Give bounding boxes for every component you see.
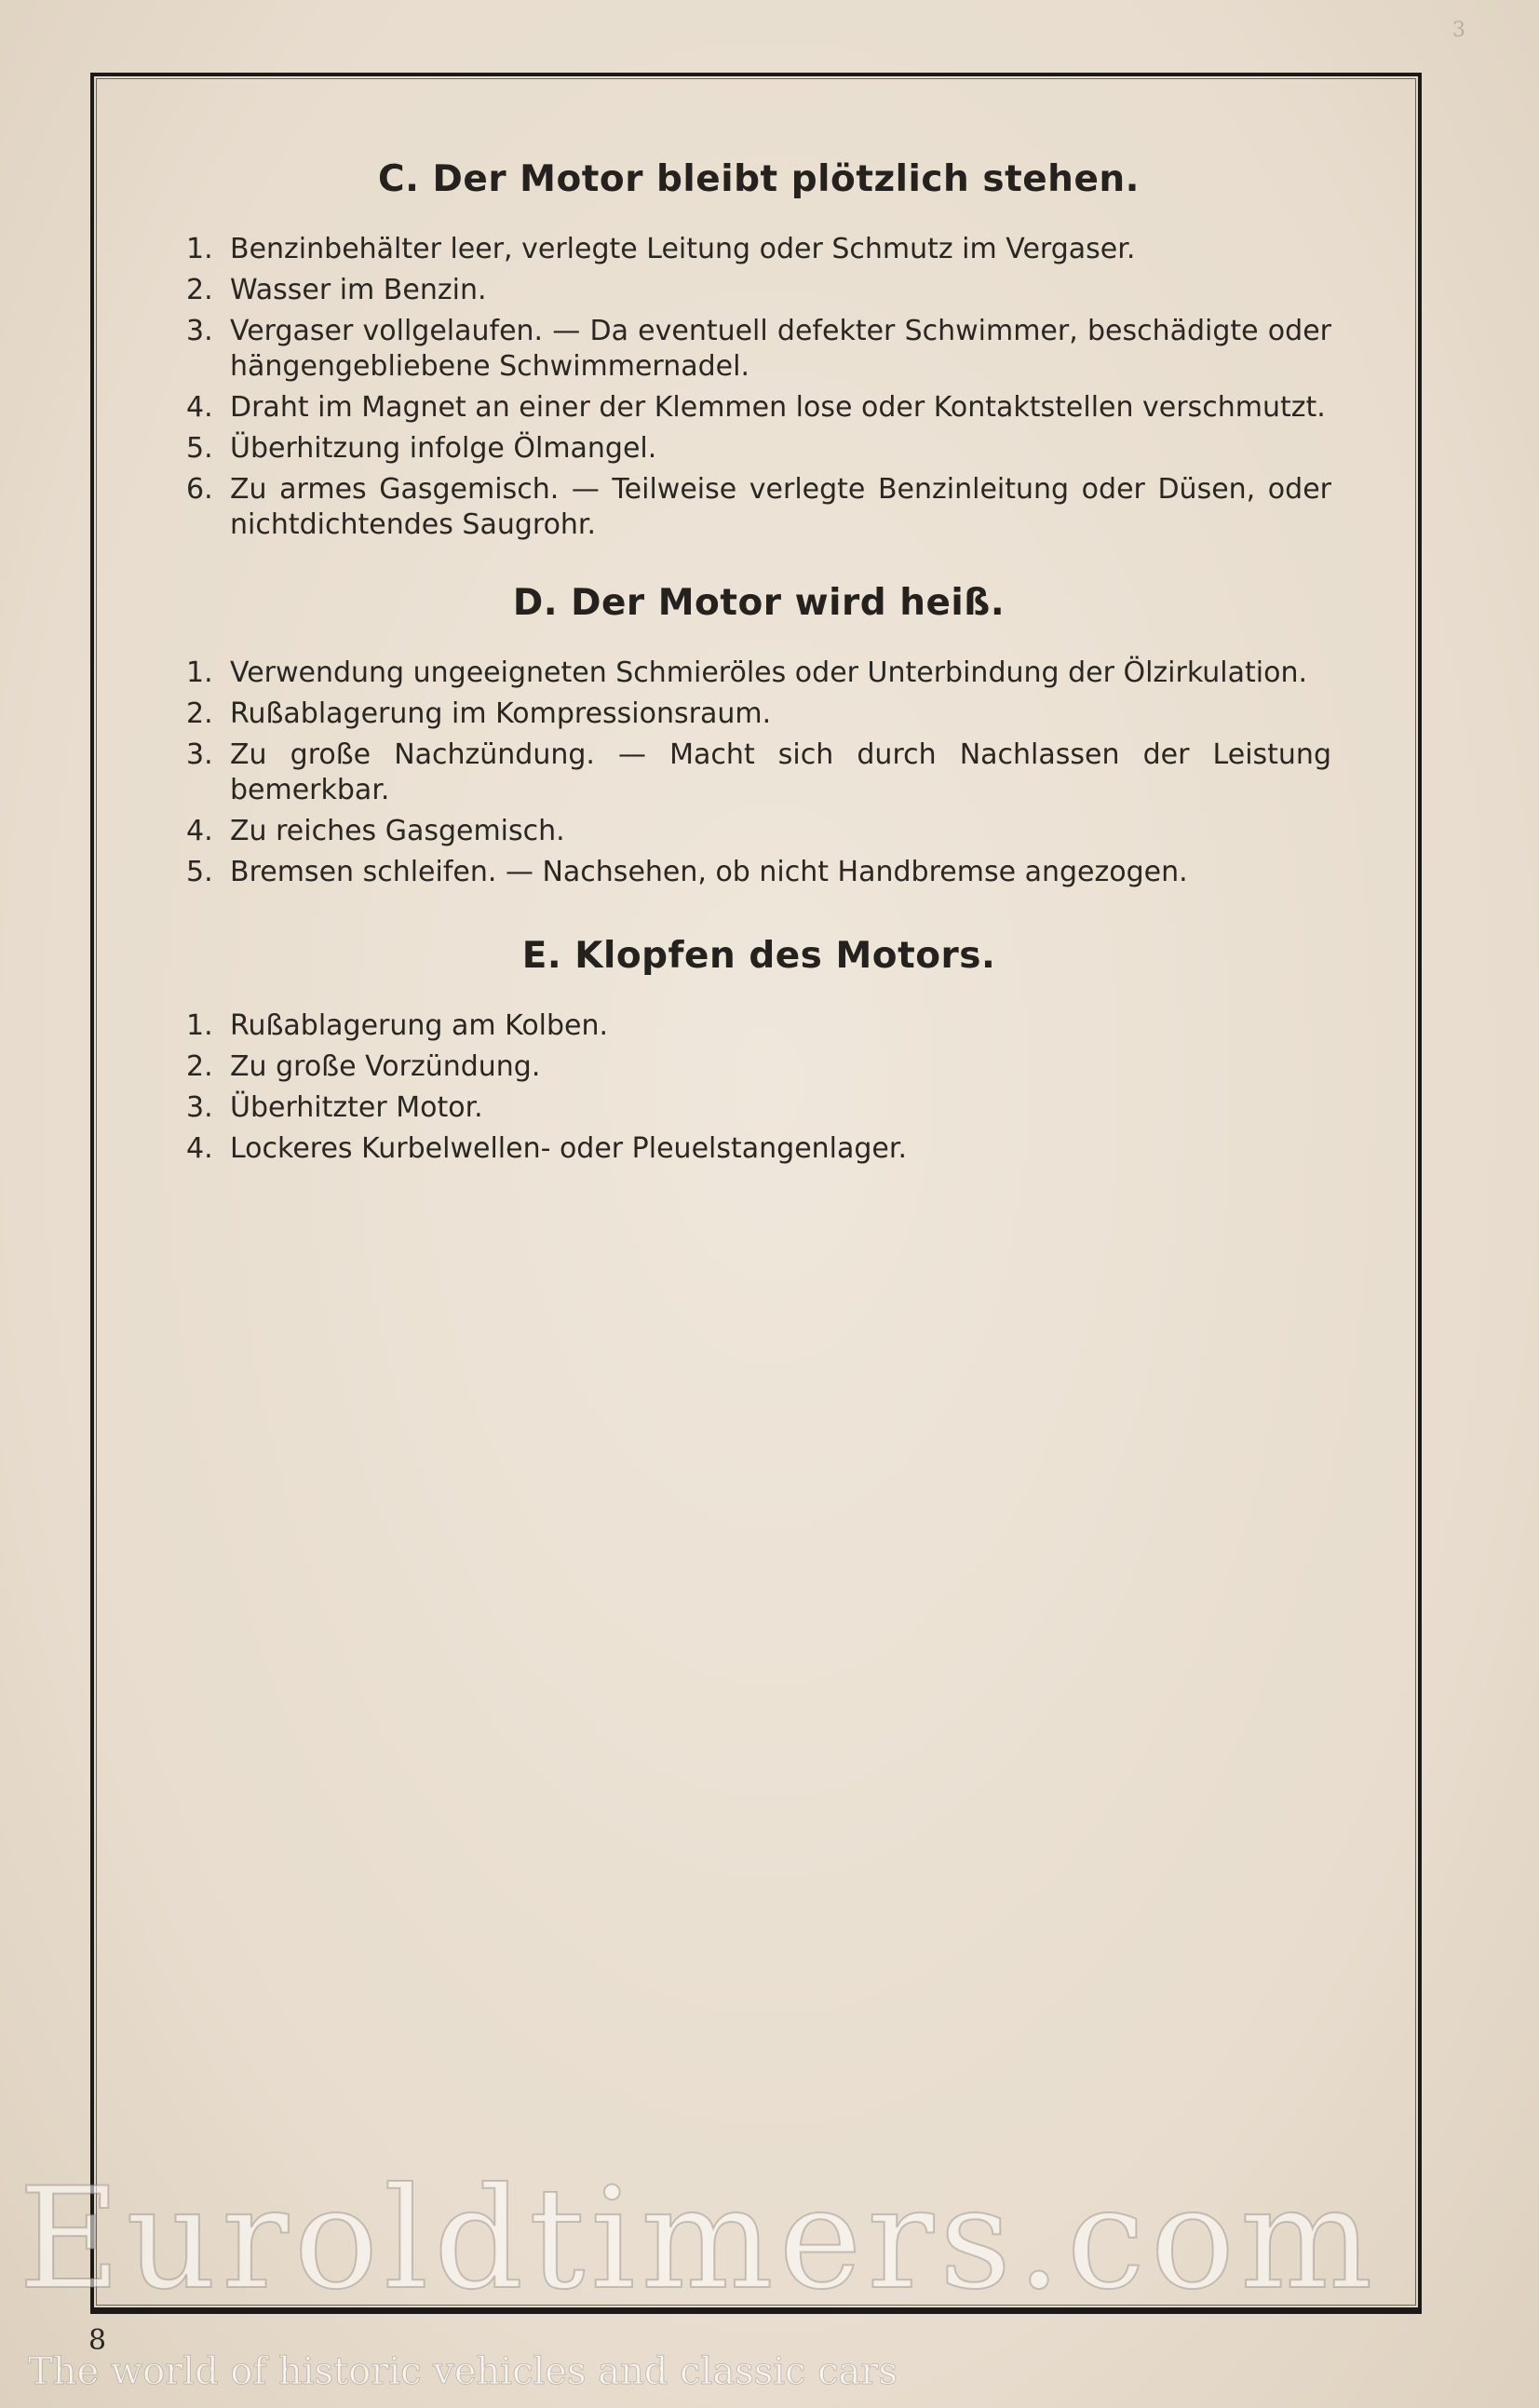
list-item (186, 273, 1331, 308)
item-text: Zu reiches Gasgemisch. (230, 815, 565, 847)
section-engine-knocking (186, 935, 1331, 1167)
item-number: 5. (186, 856, 213, 888)
list-item (186, 232, 1331, 267)
cause-list (186, 232, 1331, 543)
item-text: Zu armes Gasgemisch. — Teilweise verlegte Benzinleitung oder Düsen, oder nichtdichtendes Saugrohr. (230, 473, 1331, 541)
list-item (186, 431, 1331, 467)
list-item (186, 1008, 1331, 1044)
item-text: Rußablagerung am Kolben. (230, 1009, 609, 1042)
item-text: Überhitzung infolge Ölmangel. (230, 432, 657, 465)
item-text: Verwendung ungeeigneten Schmieröles oder Unterbindung der Ölzirkulation. (230, 656, 1308, 689)
item-number: 2. (186, 1050, 213, 1083)
section-heading: D. Der Motor wird heiß. (512, 582, 1006, 624)
item-number: 2. (186, 274, 213, 306)
section-heading: C. Der Motor bleibt plötzlich stehen. (378, 158, 1140, 200)
item-number: 4. (186, 815, 213, 847)
list-item (186, 855, 1331, 890)
item-number: 6. (186, 473, 213, 506)
item-text: Zu große Vorzündung. (230, 1050, 541, 1083)
item-number: 4. (186, 391, 213, 424)
document-body (186, 158, 1331, 1172)
list-item (186, 390, 1331, 426)
cause-list (186, 1008, 1331, 1167)
watermark-brand: Euroldtimers.com (19, 2158, 1379, 2320)
item-text: Zu große Nachzündung. — Macht sich durch Nachlassen der Leistung bemerkbar. (230, 738, 1331, 806)
section-heading: E. Klopfen des Motors. (521, 935, 996, 977)
item-text: Rußablagerung im Kompressionsraum. (230, 697, 772, 730)
item-text: Vergaser vollgelaufen. — Da eventuell defekter Schwimmer, beschädigte oder hängengebliebene Schwimmernadel. (230, 315, 1331, 383)
section-motor-overheats (186, 582, 1331, 890)
list-item (186, 314, 1331, 385)
item-text: Lockeres Kurbelwellen- oder Pleuelstangenlager. (230, 1132, 908, 1165)
item-number: 1. (186, 233, 213, 265)
item-text: Wasser im Benzin. (230, 274, 487, 306)
item-text: Überhitzter Motor. (230, 1091, 483, 1124)
item-number: 1. (186, 1009, 213, 1042)
corner-mark: 3 (1452, 19, 1465, 42)
list-item (186, 1131, 1331, 1167)
item-text: Benzinbehälter leer, verlegte Leitung oder Schmutz im Vergaser. (230, 233, 1136, 265)
item-number: 2. (186, 697, 213, 730)
item-number: 5. (186, 432, 213, 465)
item-number: 3. (186, 315, 213, 347)
item-number: 4. (186, 1132, 213, 1165)
section-motor-stops (186, 158, 1331, 543)
item-text: Bremsen schleifen. — Nachsehen, ob nicht Handbremse angezogen. (230, 856, 1188, 888)
list-item (186, 472, 1331, 543)
item-number: 3. (186, 1091, 213, 1124)
item-number: 1. (186, 656, 213, 689)
item-number: 3. (186, 738, 213, 771)
list-item (186, 1049, 1331, 1085)
cause-list (186, 656, 1331, 890)
list-item (186, 697, 1331, 732)
list-item (186, 737, 1331, 808)
watermark-tagline: The world of historic vehicles and classic cars (28, 2350, 898, 2393)
list-item (186, 656, 1331, 691)
list-item (186, 814, 1331, 849)
list-item (186, 1090, 1331, 1126)
item-text: Draht im Magnet an einer der Klemmen lose oder Kontaktstellen verschmutzt. (230, 391, 1326, 424)
page-number: 8 (88, 2324, 107, 2357)
